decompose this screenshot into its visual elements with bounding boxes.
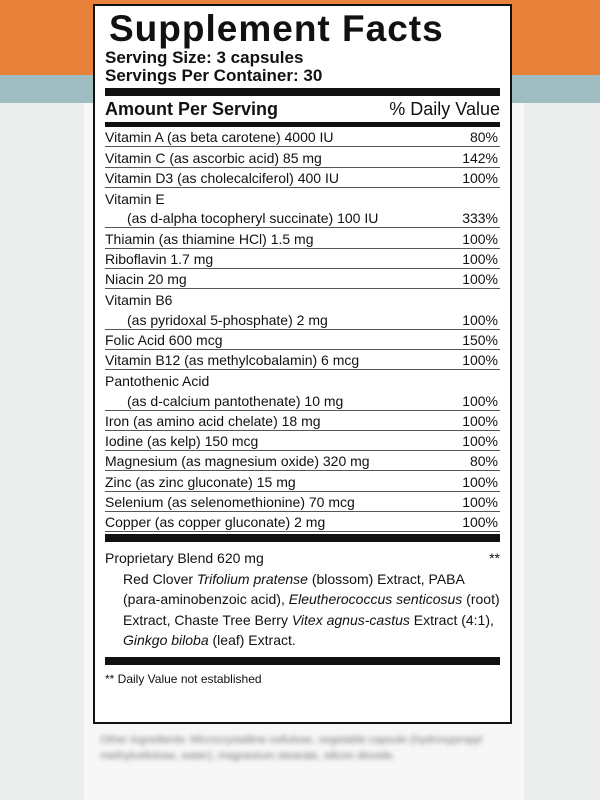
daily-value: 100% (462, 352, 498, 368)
nutrient-name: Folic Acid 600 mcg (105, 331, 223, 348)
nutrient-detail-row (105, 390, 500, 410)
nutrient-row (105, 127, 500, 147)
nutrient-name: Vitamin E (105, 191, 165, 207)
daily-value: 80% (469, 129, 498, 146)
daily-value: 100% (462, 230, 498, 247)
nutrient-row (105, 147, 500, 167)
daily-value: 333% (462, 210, 498, 227)
nutrient-row (105, 370, 500, 390)
daily-value: 100% (462, 412, 498, 429)
nutrient-name: Riboflavin 1.7 mg (105, 250, 214, 267)
nutrient-row (105, 451, 500, 471)
daily-value: 100% (462, 169, 498, 186)
nutrient-name: Thiamin (as thiamine HCl) 1.5 mg (105, 230, 314, 247)
nutrient-row (105, 330, 500, 350)
daily-value: 100% (462, 271, 498, 287)
nutrient-row (105, 411, 500, 431)
nutrient-row (105, 512, 500, 532)
nutrient-row (105, 492, 500, 512)
nutrient-list (105, 127, 500, 532)
nutrient-name: Vitamin B12 (as methylcobalamin) 6 mcg (105, 352, 360, 368)
daily-value: 100% (462, 473, 498, 490)
nutrient-detail: (as d-alpha tocopheryl succinate) 100 IU (127, 210, 379, 227)
daily-value: 142% (462, 149, 498, 166)
supplement-facts-panel (93, 4, 512, 724)
nutrient-row (105, 289, 500, 309)
botanical-name: Vitex agnus-castus (291, 611, 410, 628)
botanical-name: Trifolium pratense (196, 570, 308, 587)
blend-marker: ** (489, 550, 500, 566)
nutrient-name: Vitamin C (as ascorbic acid) 85 mg (105, 149, 322, 166)
nutrient-row (105, 168, 500, 188)
nutrient-row (105, 249, 500, 269)
daily-value: 100% (462, 392, 498, 409)
serving-size: Serving Size: 3 capsules (105, 48, 304, 67)
divider-thick-bottom (105, 534, 500, 542)
blend-text-segment: (root) Extract, Chaste Tree Berry (123, 591, 500, 628)
daily-value: 150% (462, 331, 498, 348)
daily-value: 100% (462, 433, 498, 449)
blend-ingredients (105, 569, 500, 651)
servings-per-container: Servings Per Container: 30 (105, 66, 323, 85)
daily-value-header: % Daily Value (389, 98, 500, 119)
daily-value: 100% (462, 250, 498, 267)
botanical-name: Eleutherococcus senticosus (288, 591, 463, 607)
nutrient-name: Vitamin D3 (as cholecalciferol) 400 IU (105, 169, 339, 186)
panel-title: Supplement Facts (109, 8, 444, 49)
daily-value: 100% (462, 311, 498, 328)
nutrient-detail-row (105, 208, 500, 228)
nutrient-name: Pantothenic Acid (105, 373, 210, 390)
proprietary-blend (105, 542, 500, 651)
botanical-name: Ginkgo biloba (123, 632, 209, 648)
divider-thick-footer (105, 657, 500, 665)
daily-value: 100% (462, 493, 498, 510)
amount-header: Amount Per Serving (105, 98, 279, 119)
footnote: ** Daily Value not established (105, 671, 262, 686)
nutrient-name: Zinc (as zinc gluconate) 15 mg (105, 473, 296, 490)
nutrient-name: Vitamin B6 (105, 292, 173, 309)
nutrient-name: Vitamin A (as beta carotene) 4000 IU (105, 129, 334, 146)
nutrient-row (105, 228, 500, 248)
blend-text-segment: Red Clover (123, 570, 197, 587)
blend-title: Proprietary Blend 620 mg (105, 550, 264, 566)
nutrient-name: Copper (as copper gluconate) 2 mg (105, 514, 326, 530)
nutrient-row (105, 431, 500, 451)
blend-text-segment: (leaf) Extract. (208, 632, 296, 648)
daily-value: 100% (462, 514, 498, 530)
nutrient-name: Iron (as amino acid chelate) 18 mg (105, 412, 321, 429)
table-header (105, 96, 500, 122)
nutrient-detail: (as d-calcium pantothenate) 10 mg (127, 392, 344, 409)
nutrient-name: Magnesium (as magnesium oxide) 320 mg (105, 453, 370, 470)
nutrient-row (105, 188, 500, 208)
blend-text-segment: (blossom) Extract, PABA (para-aminobenzoic acid), (123, 570, 465, 607)
divider-thick (105, 88, 500, 96)
other-ingredients: Other ingredients: Microcrystalline cellulose, vegetable capsule (hydroxypropyl methylcellulose, water), magnesium stearate, silicon dioxide. (100, 734, 483, 762)
nutrient-detail-row (105, 309, 500, 329)
nutrient-detail: (as pyridoxal 5-phosphate) 2 mg (127, 311, 328, 328)
blend-text-segment: Extract (4:1), (409, 611, 494, 628)
nutrient-name: Selenium (as selenomethionine) 70 mcg (105, 493, 355, 510)
nutrient-row (105, 269, 500, 289)
nutrient-row (105, 471, 500, 491)
daily-value: 80% (469, 453, 498, 470)
nutrient-row (105, 350, 500, 370)
nutrient-name: Niacin 20 mg (105, 271, 187, 287)
nutrient-name: Iodine (as kelp) 150 mcg (105, 433, 259, 449)
